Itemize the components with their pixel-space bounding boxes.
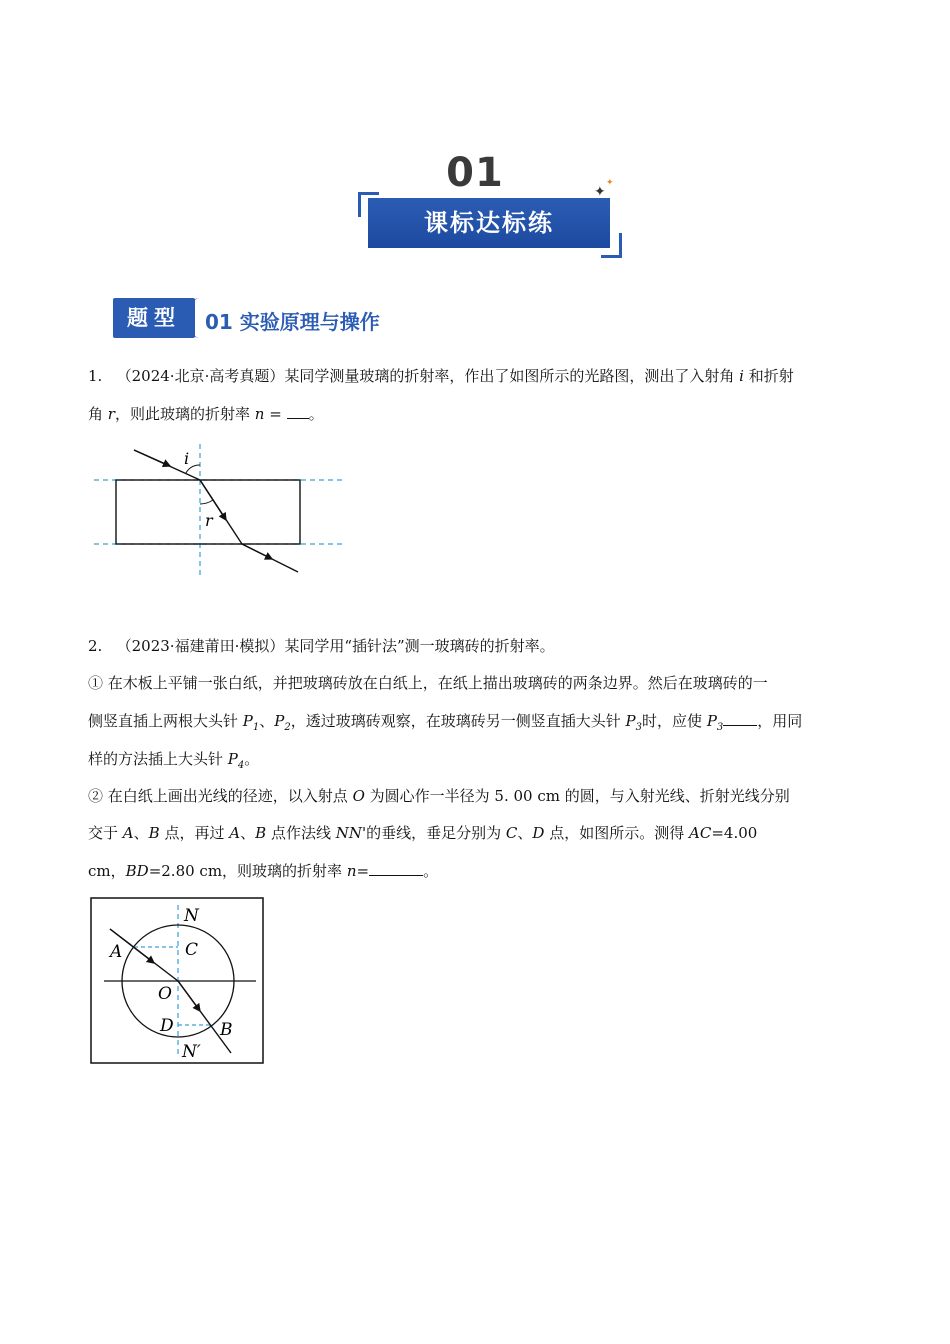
- section-banner: [358, 178, 622, 258]
- banner-title: 课标达标练: [368, 198, 610, 248]
- q1-answer-blank[interactable]: [287, 404, 309, 419]
- q2-step2-line-3: cm，BD=2.80 cm，则玻璃的折射率 n= 。: [88, 862, 439, 880]
- label-n-prime: N′: [182, 1042, 201, 1062]
- section-number: 01: [446, 150, 504, 196]
- question-type-label: 题型: [127, 305, 181, 330]
- label-c: C: [185, 940, 199, 960]
- q2-step2-line-2: 交于 A、B 点，再过 A、B 点作法线 NN'的垂线，垂足分别为 C、D 点，如图所示。测得 AC=4.00: [88, 824, 758, 842]
- q1-line-1: 1. （2024·北京·高考真题）某同学测量玻璃的折射率，作出了如图所示的光路图，测出了入射角 i 和折射: [88, 367, 794, 385]
- q2-line-1: 2. （2023·福建莆田·模拟）某同学用“插针法”测一玻璃砖的折射率。: [88, 637, 555, 655]
- q2-source: （2023·福建莆田·模拟）: [116, 637, 285, 655]
- q1-source: （2024·北京·高考真题）: [116, 367, 285, 385]
- q2-pin-method-figure: [88, 895, 268, 1067]
- q1-line-2: 角 r，则此玻璃的折射率 n = 。: [88, 405, 324, 423]
- label-r: r: [205, 511, 213, 530]
- angle-r-arc: [200, 500, 213, 504]
- question-type-title: 01 实验原理与操作: [205, 310, 380, 334]
- q1-refraction-figure: [90, 440, 350, 580]
- sparkle-small-icon: ✦: [606, 178, 614, 188]
- q2-step1-line-1: ① 在木板上平铺一张白纸，并把玻璃砖放在白纸上，在纸上描出玻璃砖的两条边界。然后在玻璃砖的一: [88, 674, 768, 692]
- q1-number: 1.: [88, 367, 103, 385]
- question-type-tag: [113, 298, 208, 338]
- label-i: i: [184, 449, 190, 468]
- q2-step1-line-2: 侧竖直插上两根大头针 $P_1$、$P_2$，透过玻璃砖观察，在玻璃砖另一侧竖直插大头针 $P_3$时，应使 $P_3$ ，用同: [88, 712, 803, 733]
- label-b: B: [220, 1020, 233, 1040]
- label-o: O: [158, 984, 172, 1004]
- label-d: D: [160, 1016, 174, 1036]
- label-a: A: [110, 942, 123, 962]
- q2-step1-line-3: 样的方法插上大头针 $P_4$。: [88, 750, 260, 771]
- q2-number: 2.: [88, 637, 103, 655]
- q2-n-blank[interactable]: [369, 861, 423, 876]
- sparkle-icon: ✦: [594, 184, 606, 200]
- q2-step2-line-1: ② 在白纸上画出光线的径迹，以入射点 O 为圆心作一半径为 5. 00 cm 的圆，与入射光线、折射光线分别: [88, 787, 790, 805]
- label-n: N: [184, 906, 199, 926]
- q2-p3-blank[interactable]: [723, 711, 757, 726]
